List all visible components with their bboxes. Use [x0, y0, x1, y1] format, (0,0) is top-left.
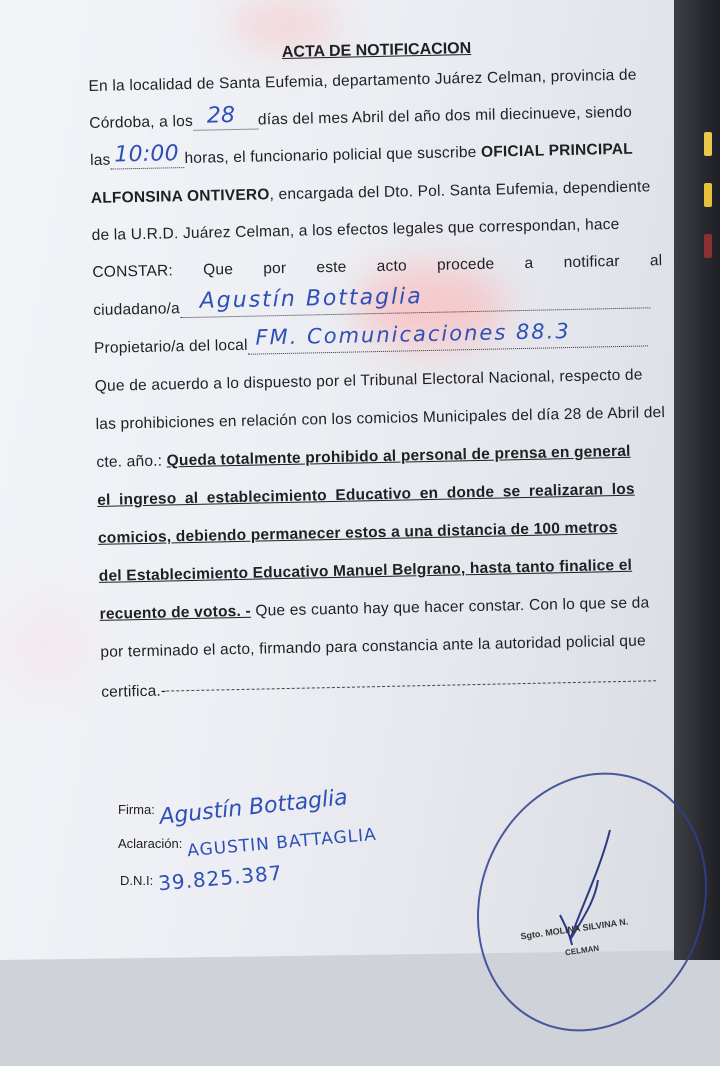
signature-aclaracion: [118, 824, 378, 862]
justified-word: a: [524, 254, 534, 272]
text-fragment: días del mes Abril del año dos mil diecinueve, siendo: [257, 103, 633, 129]
fill-in-field: [193, 102, 258, 130]
text-line: [90, 141, 633, 170]
text-fragment: ciudadano/a: [93, 300, 181, 319]
text-line: [99, 594, 649, 624]
text-fragment: las: [89, 151, 111, 170]
prohibition-text: comicios, debiendo permanecer estos a una distancia de 100 metros: [97, 519, 618, 547]
text-fragment: cte. año.:: [96, 452, 163, 471]
text-line: [92, 252, 662, 282]
justified-word: Que: [202, 261, 234, 279]
text-fragment: , encargada del Dto. Pol. Santa Eufemia, dependiente: [269, 178, 651, 204]
handwritten-citizen-name: Agustín Bottaglia: [199, 284, 424, 314]
text-fragment: horas, el funcionario policial que suscribe: [184, 143, 477, 168]
text-line: [96, 443, 631, 472]
stamp-officer-name: Sgto. MOLINA SILVINA N.: [519, 916, 629, 942]
text-fragment: Córdoba, a los: [89, 112, 194, 133]
signature-firma: [118, 785, 350, 830]
dashed-line: [166, 681, 656, 692]
text-line: [89, 104, 632, 133]
justified-word: por: [263, 259, 287, 278]
officer-name: ALFONSINA ONTIVERO: [90, 186, 270, 208]
text-line: [93, 284, 650, 320]
prohibition-text: del Establecimiento Educativo Manuel Belgrano, hasta tanto finalice el: [98, 556, 633, 585]
handwritten-clarification: AGUSTIN BATTAGLIA: [186, 824, 378, 862]
firma-label: Firma:: [118, 802, 155, 817]
text-line: En la localidad de Santa Eufemia, departamento Juárez Celman, provincia de: [88, 66, 637, 96]
text-line: [91, 178, 651, 208]
justified-word: notificar: [563, 252, 620, 272]
text-line: [101, 672, 656, 702]
handwritten-day: 28: [206, 102, 236, 129]
justified-word: procede: [436, 255, 495, 274]
binder-tab: [704, 234, 712, 258]
text-line: Que de acuerdo a lo dispuesto por el Tribunal Electoral Nacional, respecto de: [94, 366, 643, 395]
justified-word: este: [316, 258, 347, 277]
handwritten-time: 10:00: [114, 141, 180, 168]
text-line: por terminado el acto, firmando para constancia ante la autoridad policial que: [100, 632, 646, 661]
justified-word: acto: [376, 257, 407, 276]
text-fragment: Que es cuanto hay que hacer constar. Con lo que se da: [255, 594, 650, 620]
text-fragment: certifica.-: [101, 682, 167, 701]
fill-in-field: [110, 141, 184, 170]
officer-rank: OFICIAL PRINCIPAL: [480, 140, 633, 161]
prohibition-text: Queda totalmente prohibido al personal de prensa en general: [166, 442, 631, 470]
aclaracion-label: Aclaración:: [118, 836, 183, 851]
justified-word: CONSTAR:: [92, 262, 174, 281]
signature-dni: [120, 860, 284, 896]
justified-word: al: [649, 252, 663, 270]
binder-tab: [704, 183, 712, 207]
stamp-department: CELMAN: [564, 943, 600, 958]
prohibition-text: el ingreso al establecimiento Educativo en donde se realizaran los: [97, 480, 635, 509]
text-fragment: Propietario/a del local: [93, 336, 248, 357]
handwritten-business-name: FM. Comunicaciones 88.3: [255, 318, 571, 350]
handwritten-signature: Agustín Bottaglia: [158, 785, 350, 830]
handwritten-dni: 39.825.387: [156, 860, 284, 896]
text-line: [93, 318, 648, 358]
binder-tab: [704, 132, 712, 156]
dni-label: D.N.I:: [120, 873, 154, 888]
text-line: las prohibiciones en relación con los comicios Municipales del día 28 de Abril del: [95, 404, 666, 433]
fill-in-field: [248, 318, 648, 354]
document-title: ACTA DE NOTIFICACION: [281, 40, 472, 61]
fill-in-field: [180, 284, 650, 318]
text-line: de la U.R.D. Juárez Celman, a los efectos legales que correspondan, hace: [91, 215, 620, 245]
prohibition-text: recuento de votos. -: [99, 602, 252, 623]
